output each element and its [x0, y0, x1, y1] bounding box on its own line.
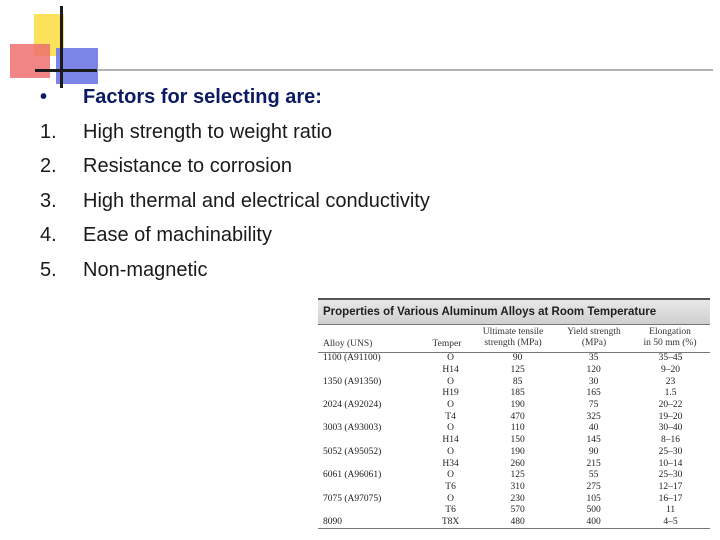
cell-yield: 215 [586, 458, 601, 469]
table-row [318, 400, 710, 412]
cell-yield: 35 [588, 353, 599, 364]
cell-temper: T4 [445, 411, 456, 422]
table-row [318, 482, 710, 494]
cell-alloy: 7075 (A97075) [323, 493, 382, 504]
cell-uts: 470 [510, 411, 525, 422]
table-row [318, 435, 710, 447]
cell-uts: 125 [510, 470, 525, 481]
cell-alloy [318, 411, 422, 423]
decor-red-square [10, 44, 50, 78]
cell-elongation: 9–20 [661, 365, 681, 376]
cell-yield: 500 [586, 505, 601, 516]
col-alloy: Alloy (UNS) [323, 339, 373, 349]
table-row [318, 365, 710, 377]
cell-yield: 55 [588, 470, 599, 481]
table-column-headers [318, 325, 710, 353]
table-row [318, 447, 710, 459]
cell-temper: O [447, 376, 454, 387]
cell-yield: 90 [588, 446, 599, 457]
alloy-properties-table [318, 298, 710, 532]
cell-uts: 310 [510, 481, 525, 492]
cell-uts: 90 [512, 353, 523, 364]
cell-alloy: 8090 [323, 516, 342, 527]
item-number: 4. [40, 224, 57, 246]
col-ys-line2: (MPa) [581, 338, 607, 348]
cell-uts: 260 [510, 458, 525, 469]
cell-elongation: 20–22 [658, 400, 683, 411]
cell-elongation: 23 [665, 376, 676, 387]
table-row [318, 517, 710, 529]
cell-alloy: 1100 (A91100) [323, 353, 381, 364]
cell-alloy: 2024 (A92024) [323, 400, 382, 411]
cell-yield: 105 [586, 493, 601, 504]
cell-uts: 110 [510, 423, 525, 434]
table-row [318, 458, 710, 470]
table-row [318, 411, 710, 423]
cell-alloy [318, 388, 422, 400]
table-row [318, 470, 710, 482]
cell-temper: T6 [445, 505, 456, 516]
col-el-line2: in 50 mm (%) [643, 338, 697, 348]
cell-temper: H34 [442, 458, 459, 469]
cell-uts: 480 [510, 516, 525, 527]
col-uts-line1: Ultimate tensile [482, 327, 544, 337]
cell-elongation: 11 [665, 505, 676, 516]
table-row [318, 376, 710, 388]
item-number: 3. [40, 189, 57, 212]
cell-alloy [318, 458, 422, 470]
cell-yield: 30 [588, 376, 599, 387]
cell-yield: 75 [588, 400, 599, 411]
cell-elongation: 12–17 [658, 481, 683, 492]
cell-alloy [318, 365, 422, 377]
cell-elongation: 8–16 [661, 435, 681, 446]
cell-temper: T8X [441, 516, 460, 527]
cell-uts: 150 [510, 435, 525, 446]
col-el-line1: Elongation [649, 327, 691, 337]
cell-elongation: 30–40 [658, 423, 683, 434]
cell-yield: 120 [586, 365, 601, 376]
cell-elongation: 10–14 [658, 458, 683, 469]
cell-alloy [318, 482, 422, 494]
cell-yield: 400 [586, 516, 601, 527]
col-temper: Temper [432, 339, 462, 349]
item-text: Non-magnetic [83, 258, 208, 281]
cell-alloy [318, 505, 422, 517]
item-text: Ease of machinability [83, 224, 272, 246]
cell-temper: H14 [442, 435, 459, 446]
cell-temper: O [447, 493, 454, 504]
cell-yield: 165 [586, 388, 601, 399]
cell-elongation: 35–45 [658, 353, 683, 364]
table-row [318, 388, 710, 400]
cell-alloy: 5052 (A95052) [323, 446, 382, 457]
cell-elongation: 25–30 [658, 446, 683, 457]
cell-temper: O [447, 423, 454, 434]
cell-elongation: 16–17 [658, 493, 683, 504]
heading-text: Factors for selecting are: [83, 86, 322, 108]
cell-alloy: 6061 (A96061) [323, 470, 382, 481]
cell-alloy: 1350 (A91350) [323, 376, 382, 387]
decor-horizontal-line-dark [35, 69, 97, 72]
cell-temper: O [447, 446, 454, 457]
table-title: Properties of Various Aluminum Alloys at Room Temperature [318, 298, 710, 325]
cell-alloy: 3003 (A93003) [323, 423, 382, 434]
table-row [318, 353, 710, 365]
cell-temper: T6 [445, 481, 456, 492]
col-uts-line2: strength (MPa) [484, 338, 542, 348]
cell-elongation: 1.5 [664, 388, 677, 399]
cell-yield: 275 [586, 481, 601, 492]
cell-temper: O [447, 470, 454, 481]
cell-yield: 145 [586, 435, 601, 446]
item-number: 2. [40, 155, 57, 177]
cell-temper: O [447, 400, 454, 411]
cell-uts: 85 [512, 376, 523, 387]
cell-yield: 40 [588, 423, 599, 434]
item-text: Resistance to corrosion [83, 155, 292, 177]
table-body [318, 353, 710, 528]
cell-uts: 570 [510, 505, 525, 516]
cell-uts: 190 [510, 400, 525, 411]
cell-elongation: 4–5 [663, 516, 678, 527]
col-ys-line1: Yield strength [567, 327, 621, 337]
item-number: 5. [40, 258, 57, 281]
cell-elongation: 25–30 [658, 470, 683, 481]
decor-vertical-line [60, 6, 63, 88]
item-text: High thermal and electrical conductivity [83, 189, 430, 212]
cell-uts: 185 [510, 388, 525, 399]
cell-temper: H19 [442, 388, 459, 399]
table-row [318, 493, 710, 505]
cell-temper: O [447, 353, 454, 364]
cell-uts: 125 [510, 365, 525, 376]
cell-alloy [318, 435, 422, 447]
table-bottom-rule [318, 528, 710, 529]
item-text: High strength to weight ratio [83, 120, 333, 143]
cell-uts: 190 [510, 446, 525, 457]
table-row [318, 505, 710, 517]
item-number: 1. [40, 120, 57, 143]
cell-uts: 230 [510, 493, 525, 504]
table-row [318, 423, 710, 435]
title-rule [97, 69, 713, 71]
cell-elongation: 19–20 [658, 411, 683, 422]
cell-yield: 325 [586, 411, 601, 422]
bullet-marker: • [40, 86, 48, 108]
cell-temper: H14 [442, 365, 459, 376]
